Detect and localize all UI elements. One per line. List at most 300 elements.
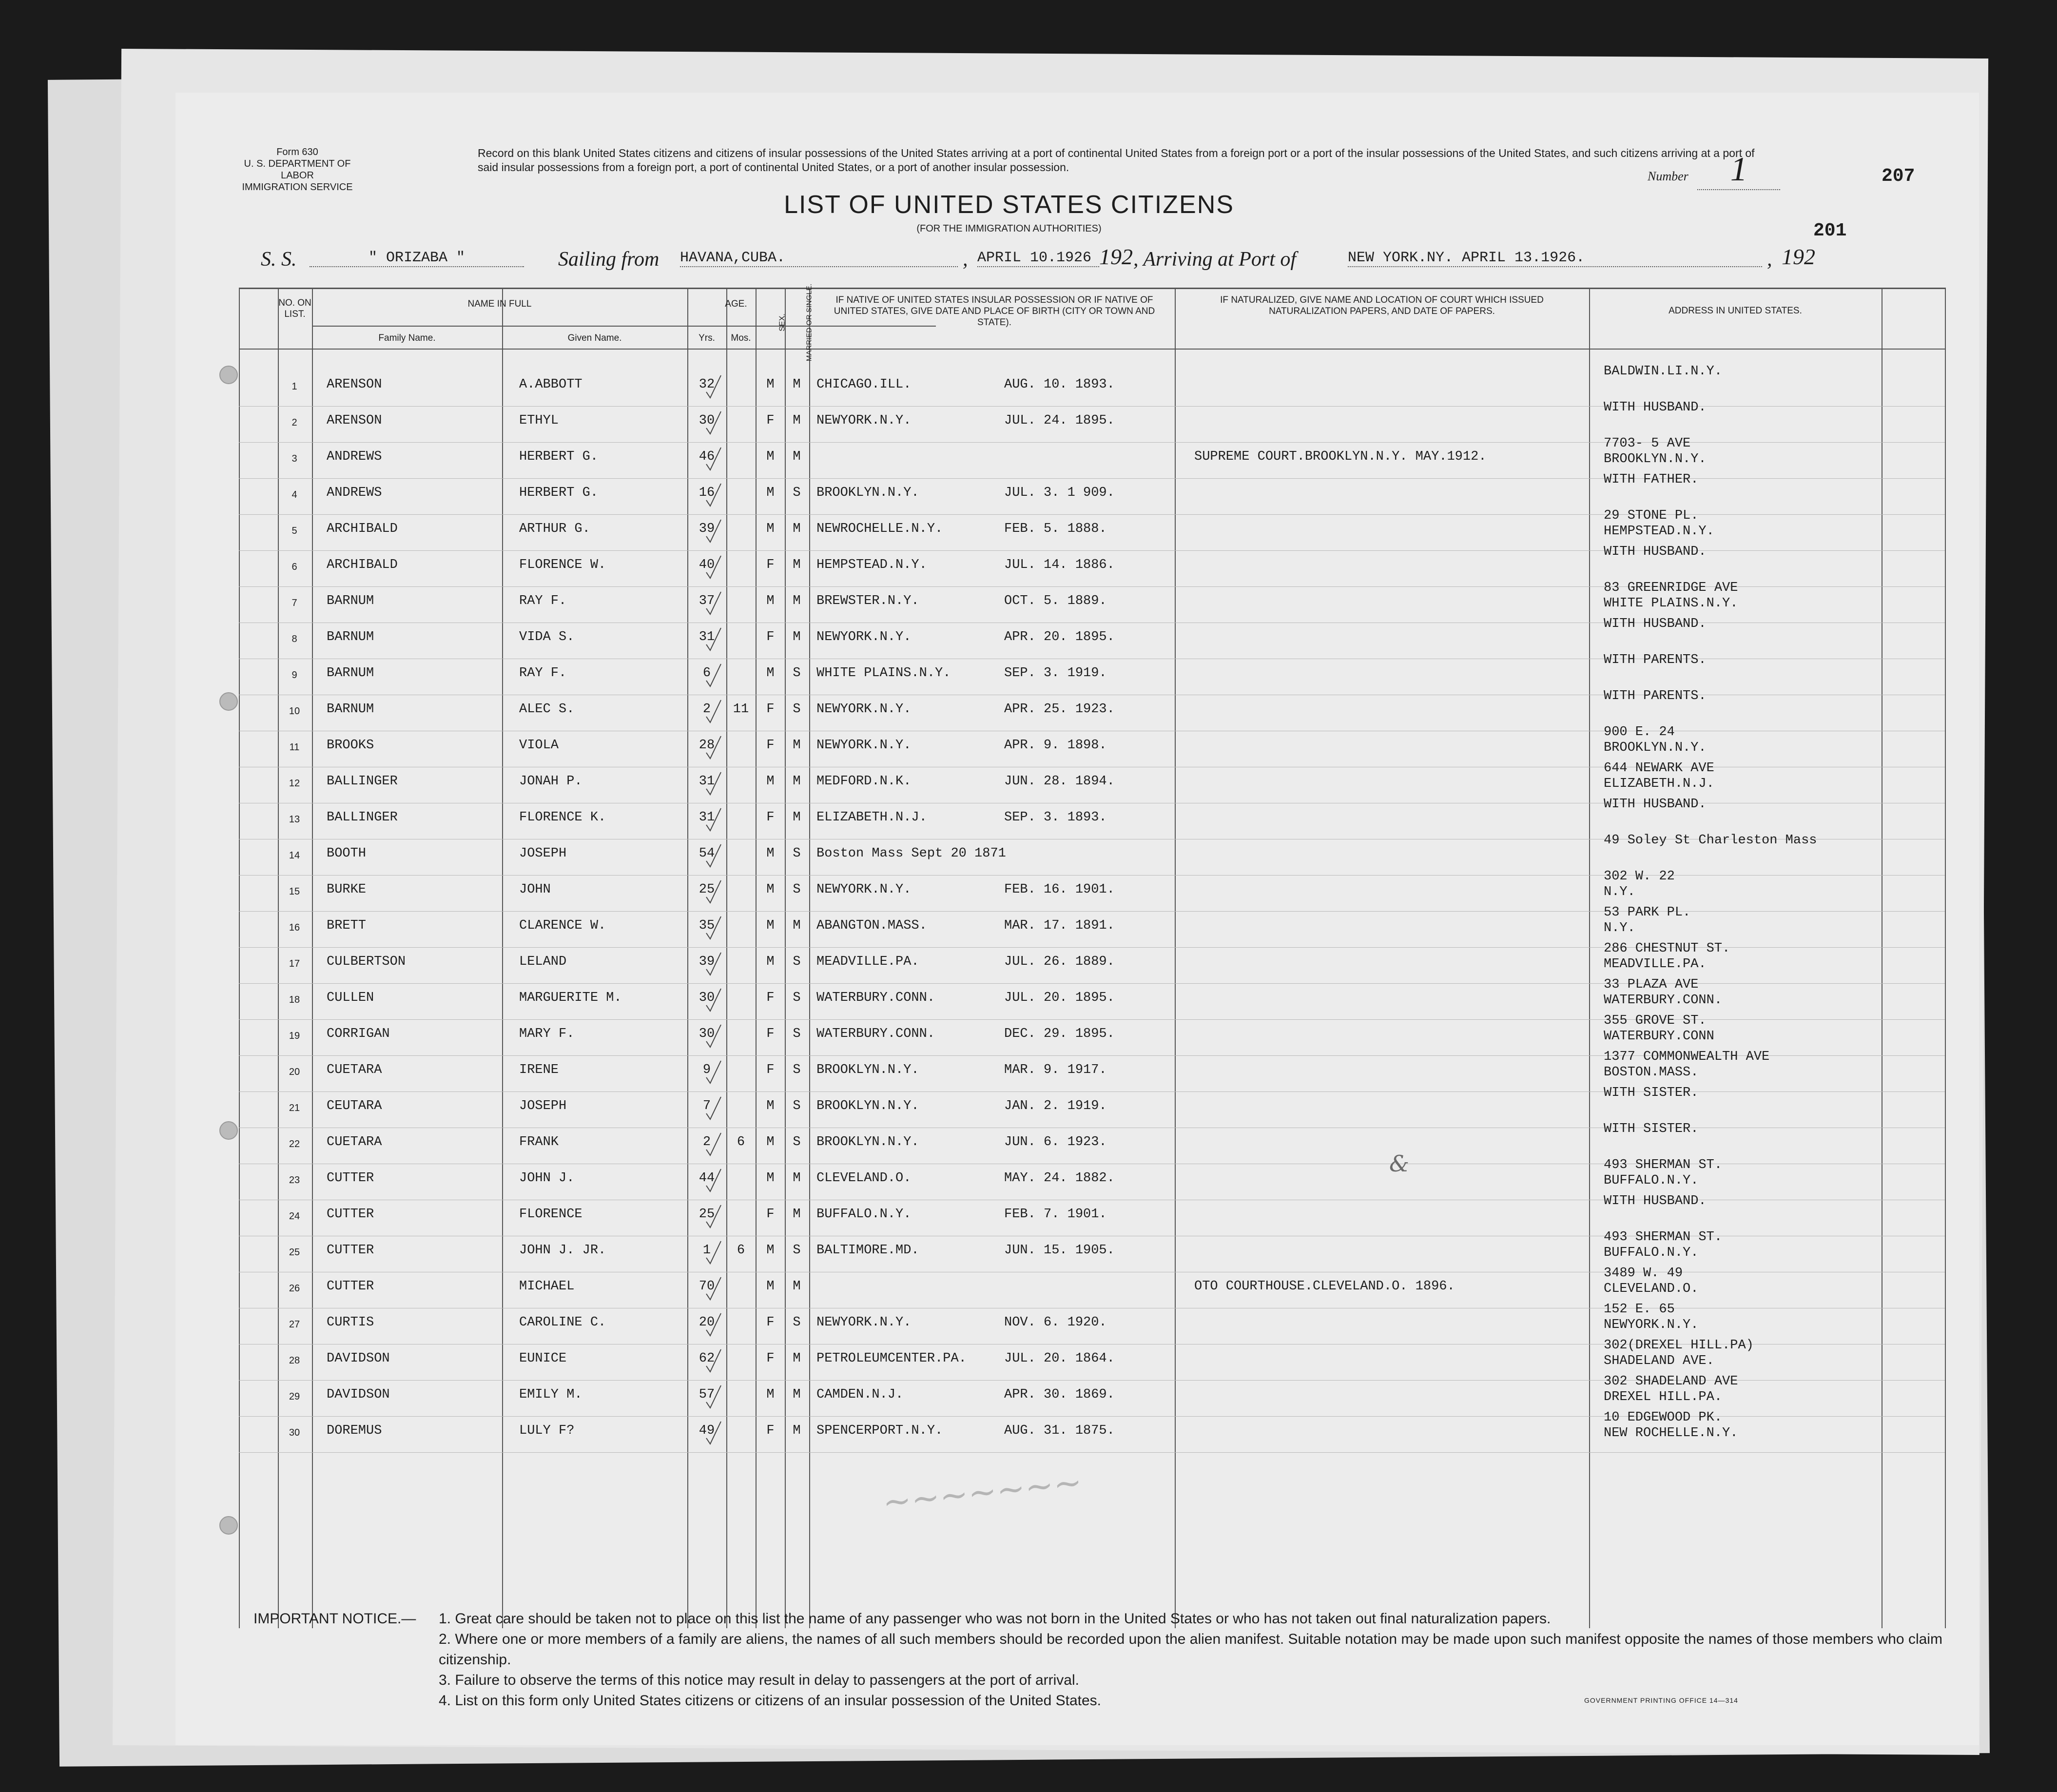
year-prefix-2: 192 bbox=[1782, 244, 1815, 269]
marital-status: M bbox=[793, 594, 801, 608]
address-line-1: 1377 COMMONWEALTH AVE bbox=[1604, 1050, 1770, 1064]
birth-date: JUL. 20. 1895. bbox=[1004, 991, 1115, 1005]
birth-place: BALTIMORE.MD. bbox=[816, 1243, 919, 1258]
given-name: RAY F. bbox=[519, 666, 567, 681]
age-years: 57 bbox=[699, 1387, 715, 1402]
age-years: 30 bbox=[699, 991, 715, 1005]
address-line-1: WITH HUSBAND. bbox=[1604, 545, 1707, 559]
sex: M bbox=[766, 1135, 775, 1149]
family-name: ANDREWS bbox=[327, 486, 382, 500]
marital-status: M bbox=[793, 630, 801, 644]
punch-hole bbox=[219, 1121, 238, 1140]
row-number: 8 bbox=[291, 634, 297, 644]
row-number: 14 bbox=[289, 850, 300, 861]
birth-place: MEDFORD.N.K. bbox=[816, 774, 912, 789]
birth-place: BROOKLYN.N.Y. bbox=[816, 1063, 919, 1077]
birth-place: HEMPSTEAD.N.Y. bbox=[816, 558, 927, 572]
birth-date: MAY. 24. 1882. bbox=[1004, 1171, 1115, 1186]
notice-heading: IMPORTANT NOTICE.— bbox=[253, 1611, 416, 1627]
age-years: 6 bbox=[702, 666, 711, 681]
marital-status: M bbox=[793, 738, 801, 753]
family-name: DOREMUS bbox=[327, 1423, 382, 1438]
header-yrs: Yrs. bbox=[699, 333, 715, 343]
address-line-2: MEADVILLE.PA. bbox=[1604, 957, 1707, 972]
given-name: EUNICE bbox=[519, 1351, 567, 1366]
address-line-1: WITH HUSBAND. bbox=[1604, 617, 1707, 631]
given-name: LULY F? bbox=[519, 1423, 575, 1438]
marital-status: M bbox=[793, 377, 801, 392]
given-name: HERBERT G. bbox=[519, 449, 599, 464]
given-name: VIDA S. bbox=[519, 630, 575, 644]
family-name: CURTIS bbox=[327, 1315, 374, 1330]
manifest-page bbox=[175, 93, 1979, 1745]
birth-date: JUN. 6. 1923. bbox=[1004, 1135, 1107, 1149]
family-name: CUTTER bbox=[327, 1243, 374, 1258]
birth-date: MAR. 17. 1891. bbox=[1004, 918, 1115, 933]
family-name: ANDREWS bbox=[327, 449, 382, 464]
birth-place: BROOKLYN.N.Y. bbox=[816, 486, 919, 500]
age-years: 46 bbox=[699, 449, 715, 464]
family-name: CUETARA bbox=[327, 1135, 382, 1149]
punch-hole bbox=[219, 692, 238, 711]
birth-place: CHICAGO.ILL. bbox=[816, 377, 912, 392]
instructions: Record on this blank United States citizens and citizens of insular possessions of the United States arriving at a port of continental United States from a foreign port or a port of the insular possessions of the United States, and such citizens arriving at a port of said insular possessions from a foreign port, a port of continental United States, or a port of another insular possession. bbox=[478, 147, 1755, 174]
given-name: ALEC S. bbox=[519, 702, 575, 717]
row-number: 2 bbox=[291, 417, 297, 428]
sex: M bbox=[766, 774, 775, 789]
sex: M bbox=[766, 666, 775, 681]
notice-item: 3. Failure to observe the terms of this notice may result in delay to passengers at the port of arrival. bbox=[439, 1672, 1079, 1688]
table-row bbox=[239, 1230, 1945, 1272]
marital-status: S bbox=[793, 1099, 801, 1113]
birth-date: JUL. 24. 1895. bbox=[1004, 413, 1115, 428]
age-years: 37 bbox=[699, 594, 715, 608]
age-years: 35 bbox=[699, 918, 715, 933]
age-years: 70 bbox=[699, 1279, 715, 1294]
service: IMMIGRATION SERVICE bbox=[242, 182, 353, 193]
check-mark-icon bbox=[704, 1202, 724, 1231]
header-no: NO. ON LIST. bbox=[278, 298, 311, 319]
birth-place: BROOKLYN.N.Y. bbox=[816, 1135, 919, 1149]
header-birth: IF NATIVE OF UNITED STATES INSULAR POSSESSION OR IF NATIVE OF UNITED STATES, GIVE DATE AND PLACE OF BIRTH (CITY OR TOWN AND STATE). bbox=[834, 295, 1155, 328]
birth-place: NEWYORK.N.Y. bbox=[816, 630, 912, 644]
header-naturalized: IF NATURALIZED, GIVE NAME AND LOCATION OF COURT WHICH ISSUED NATURALIZATION PAPERS, AND DATE OF PAPERS. bbox=[1220, 295, 1544, 316]
check-mark-icon bbox=[704, 1238, 724, 1267]
sex: M bbox=[766, 486, 775, 500]
address-line-1: WITH PARENTS. bbox=[1604, 689, 1707, 703]
family-name: DAVIDSON bbox=[327, 1351, 390, 1366]
family-name: ARENSON bbox=[327, 377, 382, 392]
age-years: 54 bbox=[699, 846, 715, 861]
family-name: BALLINGER bbox=[327, 810, 398, 825]
notice-item: 1. Great care should be taken not to place on this list the name of any passenger who was not born in the United States or who has not taken out final naturalization papers. bbox=[439, 1611, 1551, 1627]
department: U. S. DEPARTMENT OF LABOR bbox=[244, 158, 351, 181]
address-line-1: BALDWIN.LI.N.Y. bbox=[1604, 364, 1723, 379]
address-line-1: WITH HUSBAND. bbox=[1604, 1194, 1707, 1208]
header-given-name: Given Name. bbox=[567, 333, 622, 343]
age-years: 7 bbox=[702, 1099, 711, 1113]
address-line-2: WATERBURY.CONN bbox=[1604, 1029, 1714, 1044]
sex: M bbox=[766, 449, 775, 464]
address-line-1: 900 E. 24 bbox=[1604, 725, 1675, 740]
row-number: 16 bbox=[289, 922, 300, 933]
birth-date: APR. 20. 1895. bbox=[1004, 630, 1115, 644]
age-years: 28 bbox=[699, 738, 715, 753]
marital-status: M bbox=[793, 810, 801, 825]
marital-status: S bbox=[793, 1315, 801, 1330]
given-name: CAROLINE C. bbox=[519, 1315, 606, 1330]
check-mark-icon bbox=[704, 733, 724, 762]
address-line-2: BOSTON.MASS. bbox=[1604, 1065, 1699, 1080]
row-number: 23 bbox=[289, 1175, 300, 1186]
address-line-1: 152 E. 65 bbox=[1604, 1302, 1675, 1317]
page-subtitle: (FOR THE IMMIGRATION AUTHORITIES) bbox=[916, 223, 1102, 234]
age-years: 16 bbox=[699, 486, 715, 500]
page-stamp: 201 bbox=[1813, 220, 1847, 241]
check-mark-icon bbox=[704, 409, 724, 438]
address-line-1: 302 SHADELAND AVE bbox=[1604, 1374, 1738, 1389]
marital-status: M bbox=[793, 774, 801, 789]
birth-date: JUL. 3. 1 909. bbox=[1004, 486, 1115, 500]
check-mark-icon bbox=[704, 805, 724, 835]
sex: M bbox=[766, 882, 775, 897]
header-married: MARRIED OR SINGLE. bbox=[805, 283, 814, 362]
table-row bbox=[239, 833, 1945, 876]
check-mark-icon bbox=[704, 481, 724, 510]
row-number: 29 bbox=[289, 1391, 300, 1402]
row-number: 13 bbox=[289, 814, 300, 825]
row-number: 26 bbox=[289, 1283, 300, 1294]
address-line-1: 493 SHERMAN ST. bbox=[1604, 1158, 1723, 1172]
age-years: 25 bbox=[699, 882, 715, 897]
marital-status: M bbox=[793, 449, 801, 464]
family-name: BURKE bbox=[327, 882, 367, 897]
check-mark-icon bbox=[704, 1058, 724, 1087]
given-name: IRENE bbox=[519, 1063, 559, 1077]
check-mark-icon bbox=[704, 1094, 724, 1123]
notice-item: 4. List on this form only United States citizens or citizens of an insular possession of the United States. bbox=[439, 1693, 1102, 1709]
age-years: 40 bbox=[699, 558, 715, 572]
birth-place: NEWYORK.N.Y. bbox=[816, 738, 912, 753]
given-name: JONAH P. bbox=[519, 774, 582, 789]
address-line-2: NEWYORK.N.Y. bbox=[1604, 1318, 1699, 1332]
address-line-1: 493 SHERMAN ST. bbox=[1604, 1230, 1723, 1245]
birth-date: SEP. 3. 1919. bbox=[1004, 666, 1107, 681]
row-number: 25 bbox=[289, 1247, 300, 1258]
table-row bbox=[239, 689, 1945, 731]
given-name: FLORENCE bbox=[519, 1207, 582, 1222]
sex: M bbox=[766, 522, 775, 536]
given-name: FRANK bbox=[519, 1135, 559, 1149]
age-years: 39 bbox=[699, 522, 715, 536]
birth-place: NEWYORK.N.Y. bbox=[816, 413, 912, 428]
check-mark-icon bbox=[704, 661, 724, 690]
sex: M bbox=[766, 1099, 775, 1113]
age-years: 62 bbox=[699, 1351, 715, 1366]
birth-date: SEP. 3. 1893. bbox=[1004, 810, 1107, 825]
address-line-2: BUFFALO.N.Y. bbox=[1604, 1173, 1699, 1188]
marital-status: M bbox=[793, 1423, 801, 1438]
address-line-2: HEMPSTEAD.N.Y. bbox=[1604, 524, 1714, 539]
address-line-1: 286 CHESTNUT ST. bbox=[1604, 941, 1730, 956]
row-number: 1 bbox=[291, 381, 297, 392]
age-years: 30 bbox=[699, 413, 715, 428]
sex: M bbox=[766, 1387, 775, 1402]
birth-date: MAR. 9. 1917. bbox=[1004, 1063, 1107, 1077]
ss-label: S. S. bbox=[261, 248, 297, 271]
age-years: 1 bbox=[702, 1243, 711, 1258]
given-name: JOHN bbox=[519, 882, 551, 897]
address-line-1: 10 EDGEWOOD PK. bbox=[1604, 1410, 1723, 1425]
row-number: 9 bbox=[291, 670, 297, 681]
birth-place: PETROLEUMCENTER.PA. bbox=[816, 1351, 967, 1366]
sex: M bbox=[766, 918, 775, 933]
address-line-1: 302(DREXEL HILL.PA) bbox=[1604, 1338, 1754, 1353]
family-name: DAVIDSON bbox=[327, 1387, 390, 1402]
family-name: BARNUM bbox=[327, 666, 374, 681]
address-line-2: NEW ROCHELLE.N.Y. bbox=[1604, 1426, 1738, 1441]
address-line-1: WITH PARENTS. bbox=[1604, 653, 1707, 667]
family-name: CORRIGAN bbox=[327, 1027, 390, 1041]
check-mark-icon bbox=[704, 1310, 724, 1340]
birth-date: APR. 9. 1898. bbox=[1004, 738, 1107, 753]
family-name: ARCHIBALD bbox=[327, 522, 398, 536]
ship-name: " ORIZABA " bbox=[310, 250, 524, 267]
row-number: 21 bbox=[289, 1103, 300, 1113]
check-mark-icon bbox=[704, 986, 724, 1015]
check-mark-icon bbox=[704, 1274, 724, 1304]
sex: F bbox=[766, 1423, 775, 1438]
check-mark-icon bbox=[704, 914, 724, 943]
sex: M bbox=[766, 1171, 775, 1186]
age-months: 6 bbox=[737, 1243, 745, 1258]
given-name: HERBERT G. bbox=[519, 486, 599, 500]
number-label: Number bbox=[1648, 169, 1688, 183]
age-months: 11 bbox=[733, 702, 749, 717]
check-mark-icon bbox=[704, 625, 724, 654]
check-mark-icon bbox=[704, 553, 724, 582]
birth-place: CLEVELAND.O. bbox=[816, 1171, 912, 1186]
family-name: CEUTARA bbox=[327, 1099, 382, 1113]
naturalization-court: SUPREME COURT.BROOKLYN.N.Y. MAY.1912. bbox=[1194, 449, 1487, 464]
header-mos: Mos. bbox=[731, 333, 751, 343]
family-name: ARCHIBALD bbox=[327, 558, 398, 572]
check-mark-icon bbox=[704, 372, 724, 402]
birth-place: ABANGTON.MASS. bbox=[816, 918, 927, 933]
age-years: 49 bbox=[699, 1423, 715, 1438]
family-name: CUTTER bbox=[327, 1207, 374, 1222]
birth-date: FEB. 5. 1888. bbox=[1004, 522, 1107, 536]
sex: F bbox=[766, 991, 775, 1005]
check-mark-icon bbox=[704, 1383, 724, 1412]
birth-date: NOV. 6. 1920. bbox=[1004, 1315, 1107, 1330]
birth-place: NEWYORK.N.Y. bbox=[816, 882, 912, 897]
marital-status: S bbox=[793, 486, 801, 500]
marital-status: S bbox=[793, 1243, 801, 1258]
family-name: BARNUM bbox=[327, 702, 374, 717]
age-years: 25 bbox=[699, 1207, 715, 1222]
address-line-1: 83 GREENRIDGE AVE bbox=[1604, 581, 1738, 595]
sex: M bbox=[766, 1243, 775, 1258]
age-years: 44 bbox=[699, 1171, 715, 1186]
age-years: 31 bbox=[699, 810, 715, 825]
birth-place: BUFFALO.N.Y. bbox=[816, 1207, 912, 1222]
check-mark-icon bbox=[704, 445, 724, 474]
row-number: 6 bbox=[291, 562, 297, 572]
handwritten-mark: & bbox=[1389, 1150, 1409, 1177]
birth-place: BREWSTER.N.Y. bbox=[816, 594, 919, 608]
sex: F bbox=[766, 810, 775, 825]
address-line-1: 33 PLAZA AVE bbox=[1604, 977, 1699, 992]
address-line-1: WITH SISTER. bbox=[1604, 1086, 1699, 1100]
departure-date: APRIL 10.1926 bbox=[977, 250, 1099, 267]
birth-date: JUN. 15. 1905. bbox=[1004, 1243, 1115, 1258]
row-number: 22 bbox=[289, 1139, 300, 1149]
marital-status: M bbox=[793, 413, 801, 428]
sex: F bbox=[766, 702, 775, 717]
row-number: 18 bbox=[289, 994, 300, 1005]
birth-date: JUN. 28. 1894. bbox=[1004, 774, 1115, 789]
row-number: 5 bbox=[291, 526, 297, 536]
row-number: 3 bbox=[291, 453, 297, 464]
age-years: 32 bbox=[699, 377, 715, 392]
given-name: EMILY M. bbox=[519, 1387, 582, 1402]
sex: F bbox=[766, 1315, 775, 1330]
number-value: 1 bbox=[1697, 150, 1780, 190]
sex: F bbox=[766, 558, 775, 572]
birth-date: DEC. 29. 1895. bbox=[1004, 1027, 1115, 1041]
notice-list bbox=[439, 1609, 1979, 1711]
sex: M bbox=[766, 846, 775, 861]
birth-place: NEWYORK.N.Y. bbox=[816, 702, 912, 717]
address-line-2: N.Y. bbox=[1604, 921, 1635, 935]
age-years: 2 bbox=[702, 702, 711, 717]
family-name: BARNUM bbox=[327, 594, 374, 608]
header-address: ADDRESS IN UNITED STATES. bbox=[1669, 306, 1802, 316]
marital-status: S bbox=[793, 666, 801, 681]
marital-status: M bbox=[793, 558, 801, 572]
row-number: 15 bbox=[289, 886, 300, 897]
sailing-label: Sailing from bbox=[558, 248, 660, 271]
sex: M bbox=[766, 954, 775, 969]
given-name: ETHYL bbox=[519, 413, 559, 428]
given-name: JOSEPH bbox=[519, 1099, 567, 1113]
notice-item: 2. Where one or more members of a family are aliens, the names of all such members should be recorded upon the alien manifest. Suitable notation may be made upon such manifest opposite the names of those members who claim citizenship. bbox=[439, 1631, 1942, 1668]
sex: M bbox=[766, 594, 775, 608]
address-line-1: 302 W. 22 bbox=[1604, 869, 1675, 884]
marital-status: S bbox=[793, 954, 801, 969]
printer-mark: GOVERNMENT PRINTING OFFICE 14—314 bbox=[1584, 1696, 1738, 1704]
age-years: 31 bbox=[699, 630, 715, 644]
address-line-1: WITH HUSBAND. bbox=[1604, 400, 1707, 415]
family-name: CULBERTSON bbox=[327, 954, 406, 969]
age-years: 30 bbox=[699, 1027, 715, 1041]
list-number bbox=[1648, 150, 1843, 190]
sex: F bbox=[766, 630, 775, 644]
address-line-1: 3489 W. 49 bbox=[1604, 1266, 1683, 1281]
marital-status: S bbox=[793, 846, 801, 861]
birth-place: NEWYORK.N.Y. bbox=[816, 1315, 912, 1330]
given-name: FLORENCE K. bbox=[519, 810, 606, 825]
family-name: CUTTER bbox=[327, 1171, 374, 1186]
form-identifier bbox=[234, 146, 361, 193]
birth-place: MEADVILLE.PA. bbox=[816, 954, 919, 969]
given-name: CLARENCE W. bbox=[519, 918, 606, 933]
sex: F bbox=[766, 1207, 775, 1222]
address-line-2: WHITE PLAINS.N.Y. bbox=[1604, 596, 1738, 611]
birth-date: APR. 25. 1923. bbox=[1004, 702, 1115, 717]
row-number: 10 bbox=[289, 706, 300, 717]
row-number: 27 bbox=[289, 1319, 300, 1330]
address-line-1: 355 GROVE ST. bbox=[1604, 1013, 1707, 1028]
row-number: 19 bbox=[289, 1031, 300, 1041]
family-name: BOOTH bbox=[327, 846, 367, 861]
form-number: Form 630 bbox=[276, 147, 318, 157]
birth-date: JUL. 14. 1886. bbox=[1004, 558, 1115, 572]
check-mark-icon bbox=[704, 1419, 724, 1448]
marital-status: M bbox=[793, 522, 801, 536]
birth-date: APR. 30. 1869. bbox=[1004, 1387, 1115, 1402]
marital-status: S bbox=[793, 702, 801, 717]
address-line-2: N.Y. bbox=[1604, 885, 1635, 899]
check-mark-icon bbox=[704, 697, 724, 726]
family-name: BALLINGER bbox=[327, 774, 398, 789]
sex: F bbox=[766, 1027, 775, 1041]
row-number: 7 bbox=[291, 598, 297, 608]
marital-status: M bbox=[793, 1351, 801, 1366]
arrival-port: NEW YORK.NY. APRIL 13.1926. bbox=[1348, 250, 1762, 267]
given-name: RAY F. bbox=[519, 594, 567, 608]
address-line-2: WATERBURY.CONN. bbox=[1604, 993, 1723, 1008]
check-mark-icon bbox=[704, 1022, 724, 1051]
table-row bbox=[239, 1410, 1945, 1453]
given-name: MICHAEL bbox=[519, 1279, 575, 1294]
check-mark-icon bbox=[704, 517, 724, 546]
header-name-in-full: NAME IN FULL bbox=[467, 299, 532, 309]
row-number: 28 bbox=[289, 1355, 300, 1366]
check-mark-icon bbox=[704, 589, 724, 618]
row-number: 30 bbox=[289, 1427, 300, 1438]
birth-place: WHITE PLAINS.N.Y. bbox=[816, 666, 951, 681]
birth-place: NEWROCHELLE.N.Y. bbox=[816, 522, 943, 536]
family-name: ARENSON bbox=[327, 413, 382, 428]
marital-status: M bbox=[793, 1387, 801, 1402]
age-years: 2 bbox=[702, 1135, 711, 1149]
marital-status: M bbox=[793, 1279, 801, 1294]
faded-signature: ~~~~~~~ bbox=[880, 1461, 1084, 1523]
address-line-2: ELIZABETH.N.J. bbox=[1604, 777, 1714, 791]
naturalization-court: OTO COURTHOUSE.CLEVELAND.O. 1896. bbox=[1194, 1279, 1455, 1294]
table-row bbox=[239, 1266, 1945, 1308]
birth-date: FEB. 16. 1901. bbox=[1004, 882, 1115, 897]
birth-place: ELIZABETH.N.J. bbox=[816, 810, 927, 825]
row-number: 17 bbox=[289, 958, 300, 969]
birth-place: WATERBURY.CONN. bbox=[816, 991, 935, 1005]
address-line-2: BROOKLYN.N.Y. bbox=[1604, 452, 1707, 467]
check-mark-icon bbox=[704, 950, 724, 979]
marital-status: S bbox=[793, 991, 801, 1005]
departure-port: HAVANA,CUBA. bbox=[680, 250, 958, 267]
sex: F bbox=[766, 1351, 775, 1366]
check-mark-icon bbox=[704, 841, 724, 871]
birth-place: Boston Mass Sept 20 1871 bbox=[816, 846, 1006, 861]
sex: F bbox=[766, 413, 775, 428]
given-name: JOHN J. bbox=[519, 1171, 575, 1186]
family-name: BROOKS bbox=[327, 738, 374, 753]
birth-date: FEB. 7. 1901. bbox=[1004, 1207, 1107, 1222]
family-name: BRETT bbox=[327, 918, 367, 933]
header-sex: SEX. bbox=[778, 313, 787, 331]
